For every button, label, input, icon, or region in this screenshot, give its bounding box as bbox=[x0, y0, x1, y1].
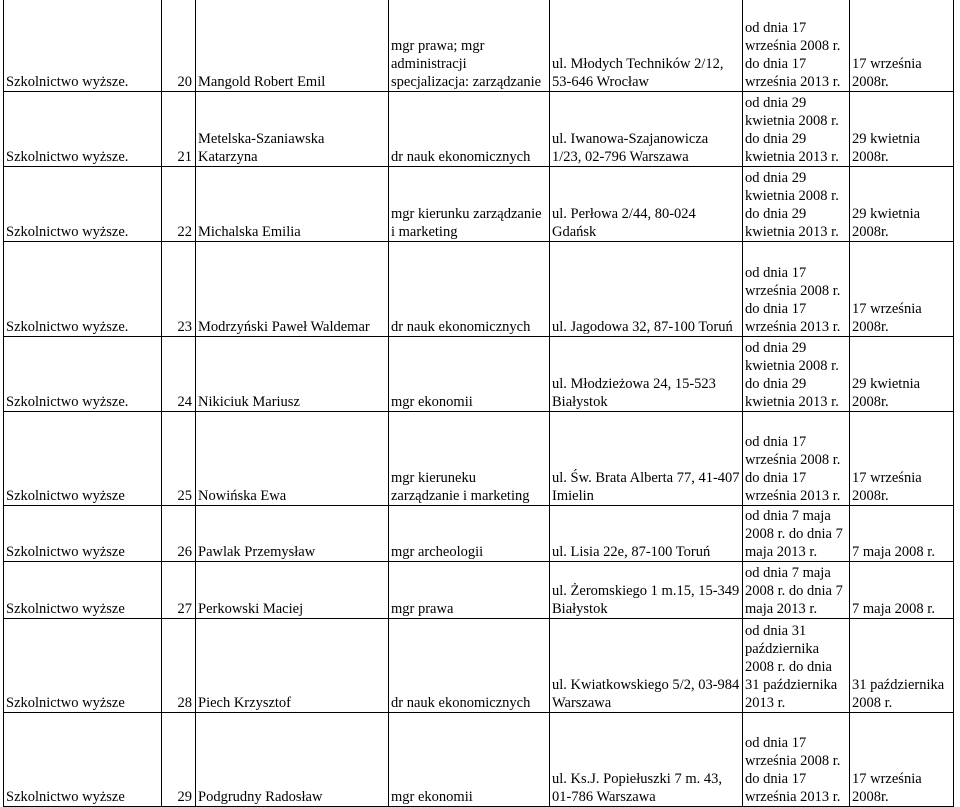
field-cell: Szkolnictwo wyższe bbox=[4, 713, 162, 807]
term-cell: od dnia 29 kwietnia 2008 r. do dnia 29 kwietnia 2013 r. bbox=[743, 337, 850, 412]
number-cell: 26 bbox=[162, 506, 196, 562]
table-row bbox=[4, 506, 954, 562]
term-cell: od dnia 17 września 2008 r. do dnia 17 września 2013 r. bbox=[743, 713, 850, 807]
field-cell: Szkolnictwo wyższe. bbox=[4, 92, 162, 167]
address-cell: ul. Św. Brata Alberta 77, 41-407 Imielin bbox=[550, 412, 743, 506]
title-cell: mgr prawa bbox=[389, 562, 550, 619]
term-cell: od dnia 17 września 2008 r. do dnia 17 września 2013 r. bbox=[743, 412, 850, 506]
name-cell: Piech Krzysztof bbox=[196, 619, 389, 713]
field-cell: Szkolnictwo wyższe bbox=[4, 562, 162, 619]
title-cell: mgr kierunku zarządzanie i marketing bbox=[389, 167, 550, 242]
name-cell: Nikiciuk Mariusz bbox=[196, 337, 389, 412]
register-table bbox=[3, 0, 954, 807]
date-cell: 17 września 2008r. bbox=[850, 713, 954, 807]
title-cell: mgr archeologii bbox=[389, 506, 550, 562]
address-cell: ul. Iwanowa-Szajanowicza 1/23, 02-796 Warszawa bbox=[550, 92, 743, 167]
number-cell: 24 bbox=[162, 337, 196, 412]
date-cell: 7 maja 2008 r. bbox=[850, 506, 954, 562]
field-cell: Szkolnictwo wyższe. bbox=[4, 167, 162, 242]
date-cell: 17 września 2008r. bbox=[850, 0, 954, 92]
table-row bbox=[4, 0, 954, 92]
term-cell: od dnia 29 kwietnia 2008 r. do dnia 29 kwietnia 2013 r. bbox=[743, 167, 850, 242]
date-cell: 17 września 2008r. bbox=[850, 412, 954, 506]
term-cell: od dnia 7 maja 2008 r. do dnia 7 maja 2013 r. bbox=[743, 506, 850, 562]
date-cell: 29 kwietnia 2008r. bbox=[850, 167, 954, 242]
name-cell: Michalska Emilia bbox=[196, 167, 389, 242]
address-cell: ul. Młodych Techników 2/12, 53-646 Wrocław bbox=[550, 0, 743, 92]
field-cell: Szkolnictwo wyższe bbox=[4, 412, 162, 506]
date-cell: 7 maja 2008 r. bbox=[850, 562, 954, 619]
name-cell: Podgrudny Radosław bbox=[196, 713, 389, 807]
date-cell: 17 września 2008r. bbox=[850, 242, 954, 337]
number-cell: 20 bbox=[162, 0, 196, 92]
title-cell: dr nauk ekonomicznych bbox=[389, 242, 550, 337]
table-row bbox=[4, 713, 954, 807]
title-cell: mgr ekonomii bbox=[389, 713, 550, 807]
field-cell: Szkolnictwo wyższe bbox=[4, 506, 162, 562]
number-cell: 27 bbox=[162, 562, 196, 619]
date-cell: 29 kwietnia 2008r. bbox=[850, 92, 954, 167]
table-row bbox=[4, 167, 954, 242]
field-cell: Szkolnictwo wyższe. bbox=[4, 0, 162, 92]
number-cell: 22 bbox=[162, 167, 196, 242]
number-cell: 25 bbox=[162, 412, 196, 506]
title-cell: mgr kieruneku zarządzanie i marketing bbox=[389, 412, 550, 506]
term-cell: od dnia 29 kwietnia 2008 r. do dnia 29 kwietnia 2013 r. bbox=[743, 92, 850, 167]
number-cell: 29 bbox=[162, 713, 196, 807]
address-cell: ul. Perłowa 2/44, 80-024 Gdańsk bbox=[550, 167, 743, 242]
name-cell: Modrzyński Paweł Waldemar bbox=[196, 242, 389, 337]
table-row bbox=[4, 337, 954, 412]
table-row bbox=[4, 562, 954, 619]
date-cell: 31 października 2008 r. bbox=[850, 619, 954, 713]
table-row bbox=[4, 619, 954, 713]
field-cell: Szkolnictwo wyższe bbox=[4, 619, 162, 713]
number-cell: 21 bbox=[162, 92, 196, 167]
table-row bbox=[4, 412, 954, 506]
address-cell: ul. Ks.J. Popiełuszki 7 m. 43, 01-786 Warszawa bbox=[550, 713, 743, 807]
term-cell: od dnia 7 maja 2008 r. do dnia 7 maja 2013 r. bbox=[743, 562, 850, 619]
title-cell: mgr ekonomii bbox=[389, 337, 550, 412]
field-cell: Szkolnictwo wyższe. bbox=[4, 242, 162, 337]
number-cell: 23 bbox=[162, 242, 196, 337]
title-cell: mgr prawa; mgr administracji specjalizacja: zarządzanie bbox=[389, 0, 550, 92]
address-cell: ul. Żeromskiego 1 m.15, 15-349 Białystok bbox=[550, 562, 743, 619]
table-row bbox=[4, 92, 954, 167]
field-cell: Szkolnictwo wyższe. bbox=[4, 337, 162, 412]
title-cell: dr nauk ekonomicznych bbox=[389, 92, 550, 167]
date-cell: 29 kwietnia 2008r. bbox=[850, 337, 954, 412]
address-cell: ul. Młodzieżowa 24, 15-523 Białystok bbox=[550, 337, 743, 412]
table-row bbox=[4, 242, 954, 337]
term-cell: od dnia 31 października 2008 r. do dnia 31 października 2013 r. bbox=[743, 619, 850, 713]
name-cell: Metelska-Szaniawska Katarzyna bbox=[196, 92, 389, 167]
address-cell: ul. Jagodowa 32, 87-100 Toruń bbox=[550, 242, 743, 337]
number-cell: 28 bbox=[162, 619, 196, 713]
name-cell: Mangold Robert Emil bbox=[196, 0, 389, 92]
name-cell: Perkowski Maciej bbox=[196, 562, 389, 619]
name-cell: Pawlak Przemysław bbox=[196, 506, 389, 562]
address-cell: ul. Kwiatkowskiego 5/2, 03-984 Warszawa bbox=[550, 619, 743, 713]
name-cell: Nowińska Ewa bbox=[196, 412, 389, 506]
term-cell: od dnia 17 września 2008 r. do dnia 17 września 2013 r. bbox=[743, 242, 850, 337]
term-cell: od dnia 17 września 2008 r. do dnia 17 września 2013 r. bbox=[743, 0, 850, 92]
title-cell: dr nauk ekonomicznych bbox=[389, 619, 550, 713]
address-cell: ul. Lisia 22e, 87-100 Toruń bbox=[550, 506, 743, 562]
